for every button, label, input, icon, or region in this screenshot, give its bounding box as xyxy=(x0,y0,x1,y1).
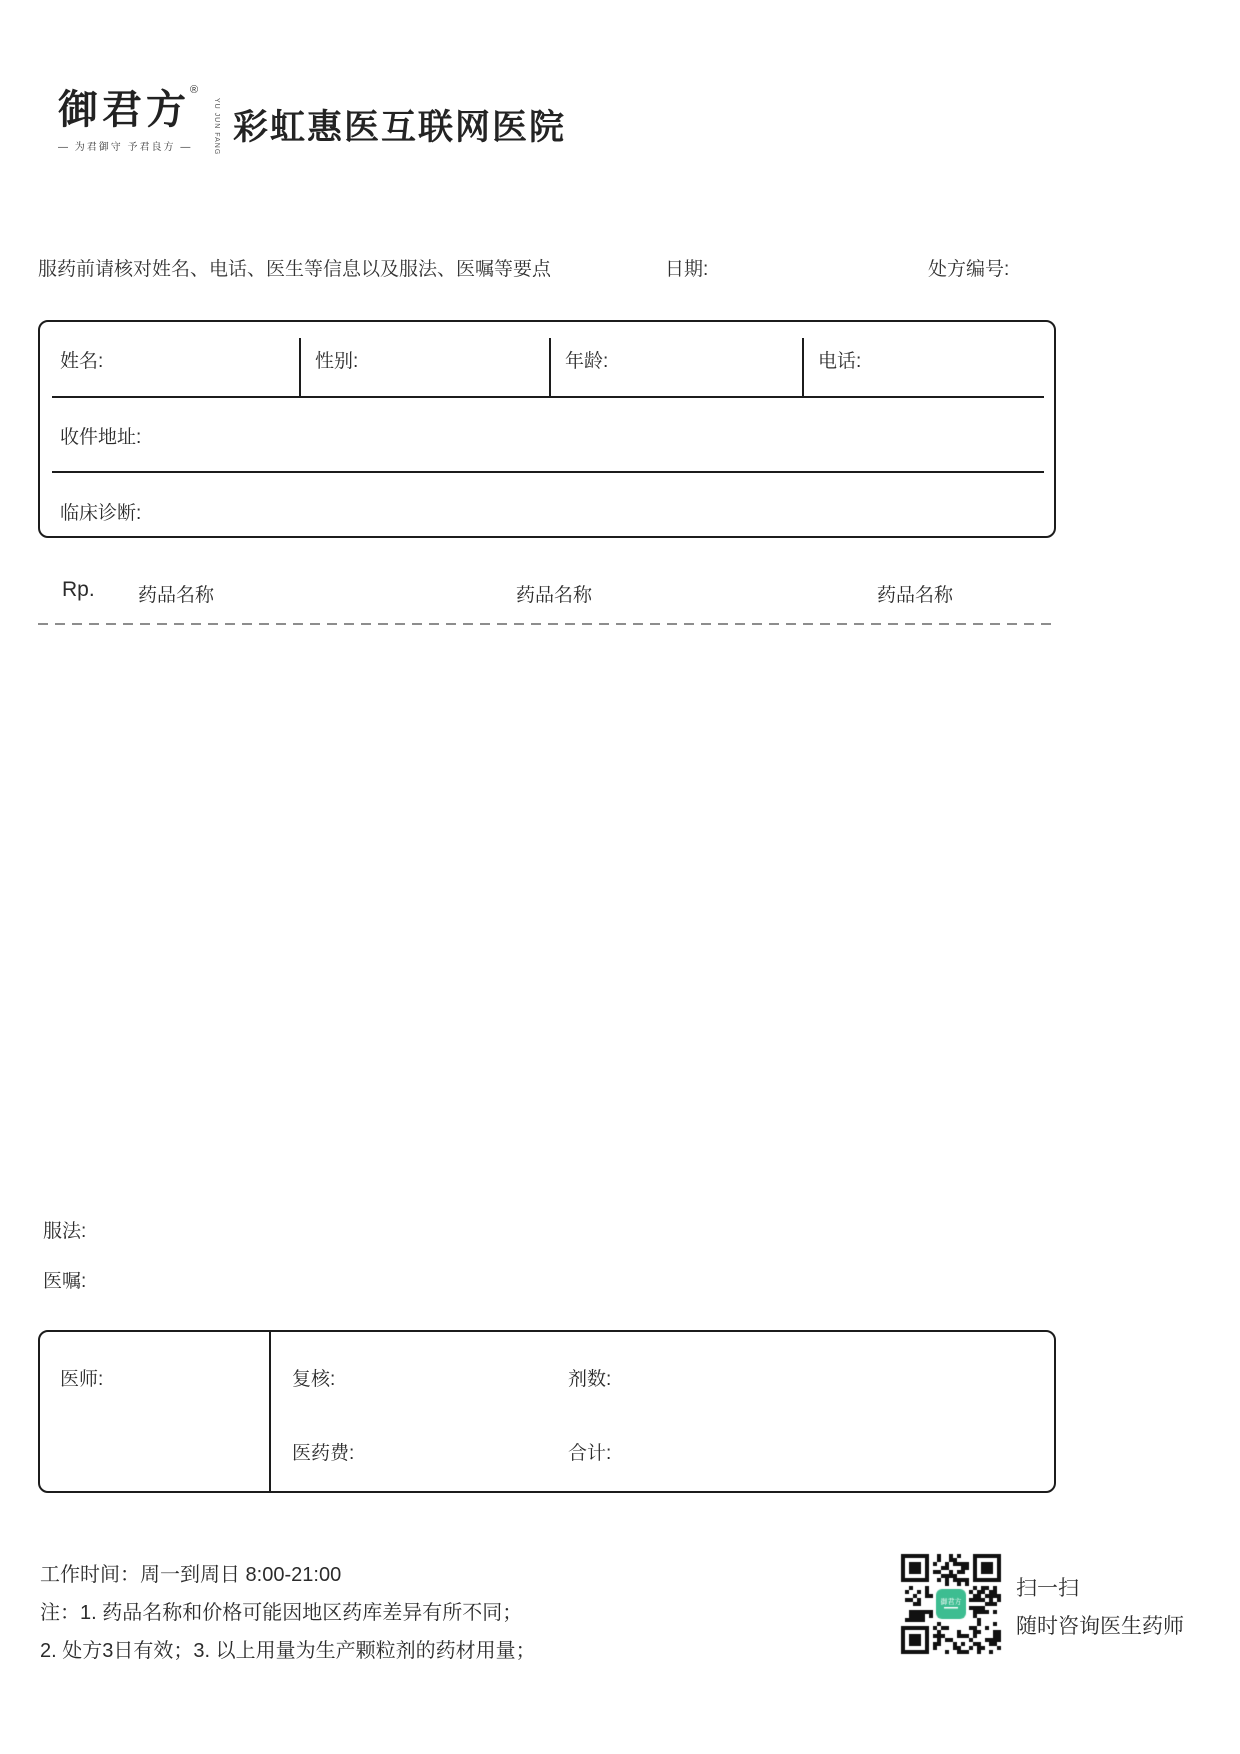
doctor-label: 医师: xyxy=(60,1369,104,1390)
brand-name-pinyin: YU JUN FANG xyxy=(213,98,220,156)
patient-name-label: 姓名: xyxy=(60,351,104,372)
brand-logo xyxy=(58,84,220,156)
patient-info-box xyxy=(38,320,1056,538)
shipping-address-label: 收件地址: xyxy=(60,427,142,448)
row-divider xyxy=(52,396,1044,398)
scan-me-label: 扫一扫 xyxy=(1016,1577,1079,1600)
working-hours: 工作时间：周一到周日 8:00-21:00 xyxy=(40,1564,342,1586)
qr-code xyxy=(900,1553,1002,1655)
dose-count-label: 剂数: xyxy=(568,1369,612,1390)
brand-tagline: — 为君御守 予君良方 — xyxy=(58,142,193,153)
summary-box xyxy=(38,1330,1056,1493)
row-divider xyxy=(52,471,1044,473)
footnote-line-1: 注：1. 药品名称和价格可能因地区药库差异有所不同； xyxy=(40,1602,523,1624)
column-divider xyxy=(802,338,804,396)
usage-instructions-label: 服法: xyxy=(43,1221,87,1242)
patient-phone-label: 电话: xyxy=(818,351,862,372)
drug-name-column-header: 药品名称 xyxy=(877,585,954,606)
column-divider xyxy=(549,338,551,396)
patient-gender-label: 性别: xyxy=(315,351,359,372)
scan-description: 随时咨询医生药师 xyxy=(1016,1615,1184,1638)
clinical-diagnosis-label: 临床诊断: xyxy=(60,503,142,524)
drug-name-column-header: 药品名称 xyxy=(138,585,215,606)
dashed-separator xyxy=(38,623,1058,625)
date-field-label: 日期: xyxy=(665,259,709,280)
medical-advice-label: 医嘱: xyxy=(43,1271,87,1292)
verification-notice: 服药前请核对姓名、电话、医生等信息以及服法、医嘱等要点 xyxy=(38,259,552,280)
prescription-number-label: 处方编号: xyxy=(928,259,1010,280)
registered-trademark-icon: ® xyxy=(190,84,199,96)
total-label: 合计: xyxy=(568,1443,612,1464)
brand-name: 御君方 xyxy=(58,86,190,133)
hospital-name: 彩虹惠医互联网医院 xyxy=(233,108,567,147)
rp-label: Rp. xyxy=(62,578,95,601)
reviewer-label: 复核: xyxy=(292,1369,336,1390)
footnote-line-2: 2. 处方3日有效；3. 以上用量为生产颗粒剂的药材用量； xyxy=(40,1640,536,1662)
patient-age-label: 年龄: xyxy=(565,351,609,372)
column-divider xyxy=(299,338,301,396)
medicine-fee-label: 医药费: xyxy=(292,1443,355,1464)
column-divider xyxy=(269,1332,271,1491)
drug-name-column-header: 药品名称 xyxy=(516,585,593,606)
